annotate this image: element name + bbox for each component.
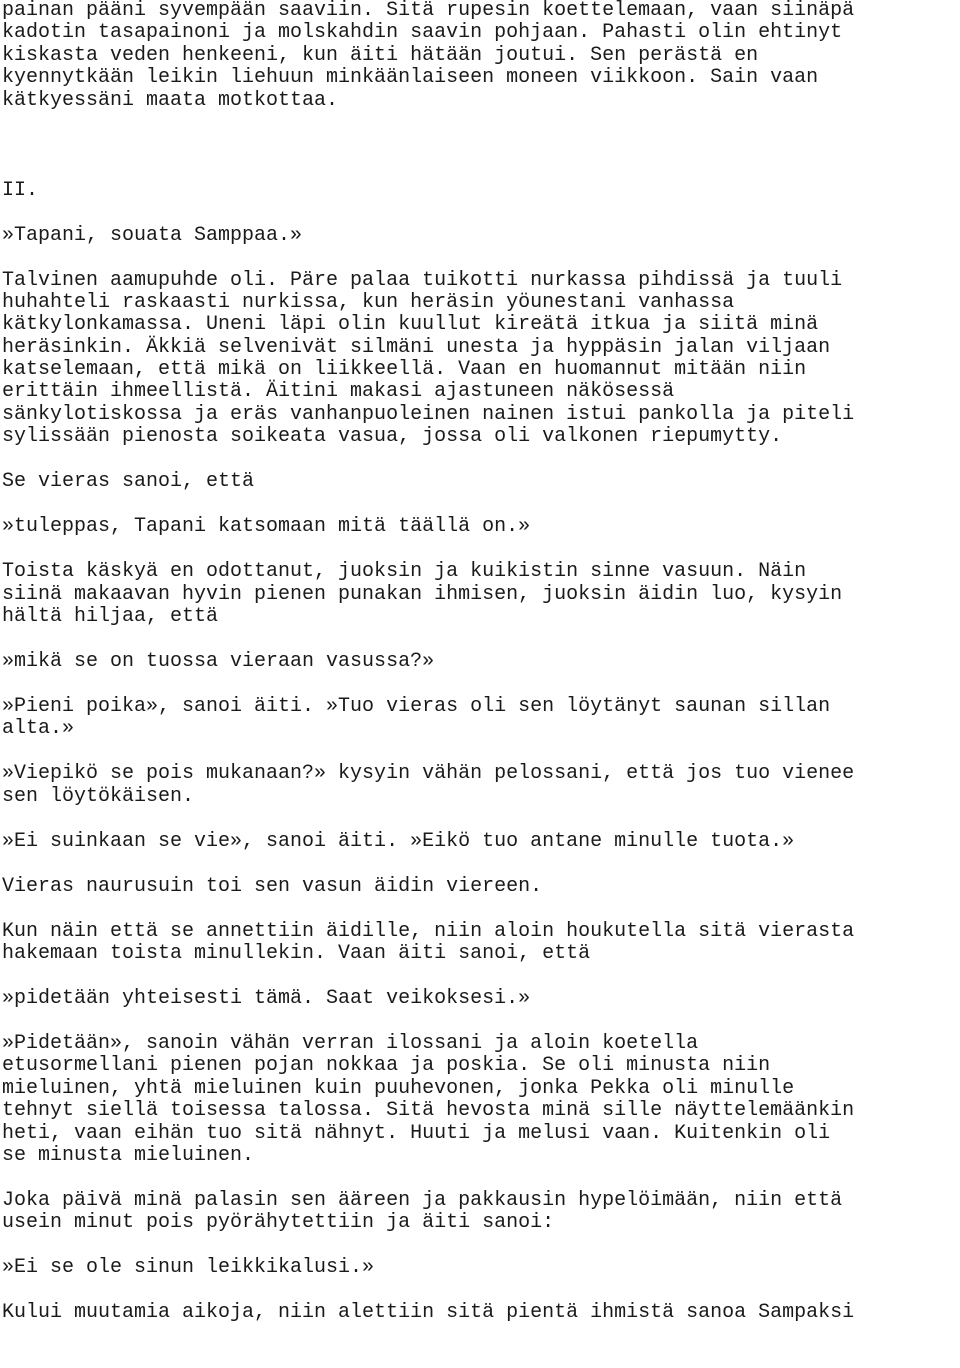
text-line: katselemaan, että mikä on liikkeellä. Vaan en huomannut mitään niin [2, 358, 807, 382]
text-line: usein minut pois pyörähytettiin ja äiti sanoi: [2, 1211, 555, 1235]
paragraph-vasu [2, 561, 958, 628]
text-line: kiskasta veden henkeeni, kun äiti hätään joutui. Sen perästä en [2, 43, 759, 67]
text-line: sen löytökäisen. [2, 784, 195, 808]
document-page [2, 0, 958, 1325]
text-line: Joka päivä minä palasin sen ääreen ja pakkausin hypelöimään, niin että [2, 1188, 843, 1212]
text-line: huhahteli raskaasti nurkissa, kun heräsin yöunestani vanhassa [2, 290, 735, 314]
paragraph-line: Se vieras sanoi, että [2, 470, 255, 494]
text-line: heräsinkin. Äkkiä selvenivät silmäni unesta ja hyppäsin jalan viljaan [2, 335, 831, 359]
text-line: kätkyessäni maata motkottaa. [2, 88, 339, 112]
dialogue-line: »Ei se ole sinun leikkikalusi.» [2, 1256, 375, 1280]
dialogue-line: »pidetään yhteisesti tämä. Saat veikoksesi.» [2, 987, 531, 1011]
dialogue-line: »mikä se on tuossa vieraan vasussa?» [2, 649, 435, 673]
paragraph-pidetaan [2, 1033, 958, 1167]
text-line: alta.» [2, 717, 75, 741]
text-line: Talvinen aamupuhde oli. Päre palaa tuikotti nurkassa pihdissä ja tuuli [2, 268, 843, 292]
paragraph-line: Vieras naurusuin toi sen vasun äidin viereen. [2, 874, 543, 898]
text-line: kyennytkään leikin liehuun minkäänlaiseen moneen viikkoon. Sain vaan [2, 66, 819, 90]
text-line: Kun näin että se annettiin äidille, niin aloin houkutella sitä vierasta [2, 919, 855, 943]
chapter-epigraph: »Tapani, souata Samppaa.» [2, 223, 303, 247]
text-line: »Viepikö se pois mukanaan?» kysyin vähän pelossani, että jos tuo vienee [2, 762, 855, 786]
text-line: sylissään pienosta soikeata vasua, jossa oli valkonen riepumytty. [2, 425, 783, 449]
text-line: hältä hiljaa, että [2, 604, 219, 628]
dialogue-line: »tuleppas, Tapani katsomaan mitä täällä on.» [2, 515, 531, 539]
text-line: erittäin ihmeellistä. Äitini makasi ajastuneen näkösessä [2, 380, 675, 404]
paragraph-joka-paiva [2, 1190, 958, 1235]
text-line: kadotin tasapainoni ja molskahdin saavin pohjaan. Pahasti olin ehtinyt [2, 21, 843, 45]
text-line: etusormellani pienen pojan nokkaa ja poskia. Se oli minusta niin [2, 1054, 771, 1078]
text-line: heti, vaan eihän tuo sitä nähnyt. Huuti ja melusi vaan. Kuitenkin oli [2, 1121, 831, 1145]
paragraph-morning [2, 270, 958, 449]
text-line: painan pääni syvempään saaviin. Sitä rupesin koettelemaan, vaan siinäpä [2, 0, 855, 22]
paragraph-houkutella [2, 921, 958, 966]
text-line: mieluinen, yhtä mieluinen kuin puuhevonen, jonka Pekka oli minulle [2, 1076, 795, 1100]
dialogue-line: »Ei suinkaan se vie», sanoi äiti. »Eikö tuo antane minulle tuota.» [2, 829, 795, 853]
text-line: kätkylonkamassa. Uneni läpi olin kuullut kireätä itkua ja siitä minä [2, 313, 819, 337]
text-line: tehnyt siellä toisessa talossa. Sitä hevosta minä sille näyttelemäänkin [2, 1099, 855, 1123]
text-line: »Pieni poika», sanoi äiti. »Tuo vieras oli sen löytänyt saunan sillan [2, 694, 831, 718]
paragraph-viepiko [2, 763, 958, 808]
text-line: se minusta mieluinen. [2, 1143, 255, 1167]
text-line: sänkylotiskossa ja eräs vanhanpuoleinen nainen istui pankolla ja piteli [2, 402, 855, 426]
paragraph-line: Kului muutamia aikoja, niin alettiin sitä pientä ihmistä sanoa Sampaksi [2, 1301, 855, 1325]
text-line: hakemaan toista minullekin. Vaan äiti sanoi, että [2, 942, 591, 966]
text-line: siinä makaavan hyvin pienen punakan ihmisen, juoksin äidin luo, kysyin [2, 582, 843, 606]
text-line: Toista käskyä en odottanut, juoksin ja kuikistin sinne vasuun. Näin [2, 560, 807, 584]
paragraph-pieni-poika [2, 696, 958, 741]
paragraph-opening [2, 0, 958, 112]
text-line: »Pidetään», sanoin vähän verran ilossani ja aloin koetella [2, 1032, 699, 1056]
chapter-heading: II. [2, 178, 39, 202]
